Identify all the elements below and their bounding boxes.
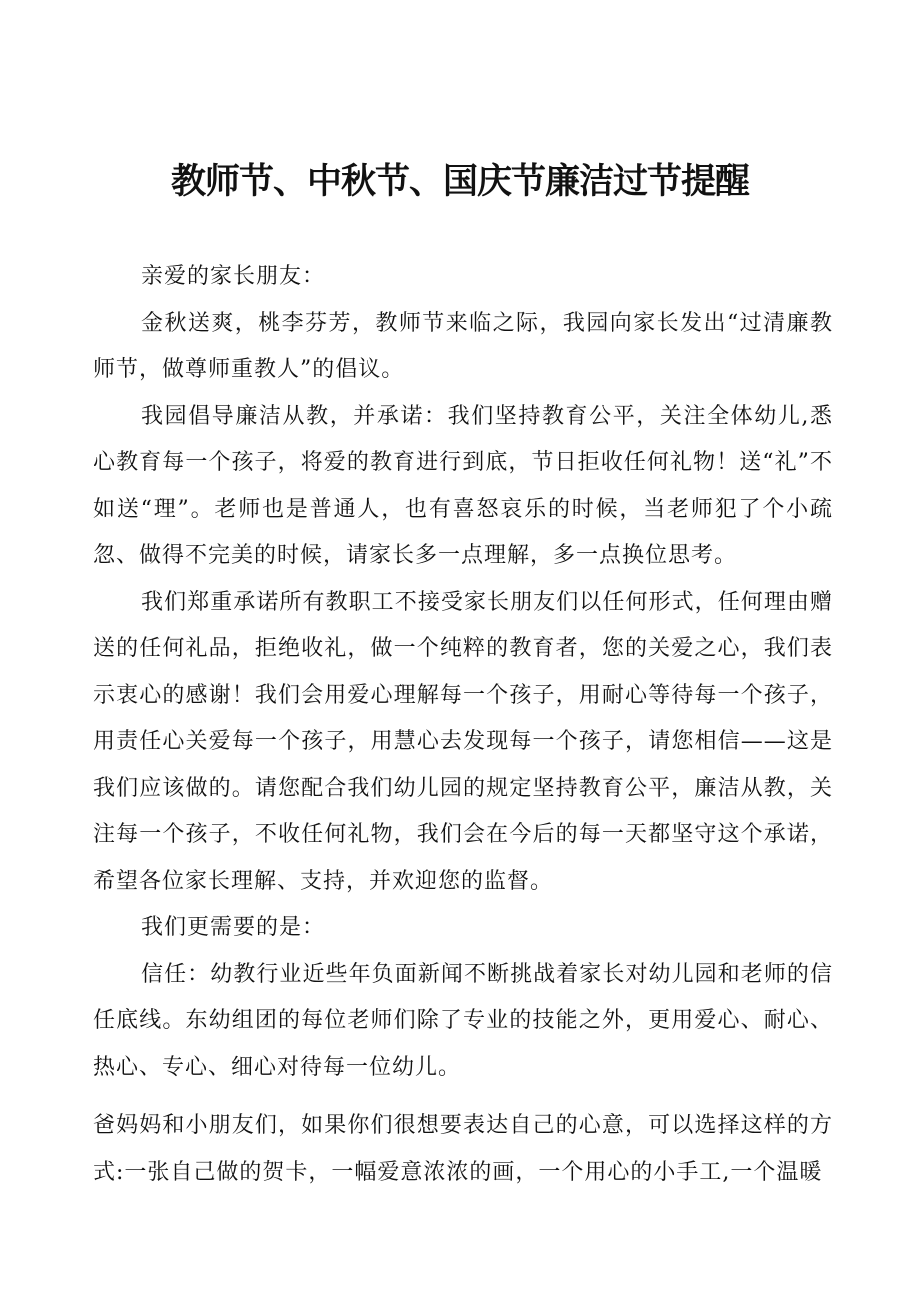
greeting: 亲爱的家长朋友：: [141, 264, 326, 289]
paragraph-need-heading: 我们更需要的是：: [141, 915, 326, 940]
paragraph-proposal: 金秋送爽，桃李芬芳，教师节来临之际，我园向家长发出“过清廉教师节，做尊师重教人”的倡议。: [93, 310, 833, 382]
paragraph-trust: 信任：幼教行业近些年负面新闻不断挑战着家长对幼儿园和老师的信任底线。东幼组团的每位老师们除了专业的技能之外，更用爱心、耐心、热心、专心、细心对待每一位幼儿。: [93, 961, 833, 1080]
page-title: 教师节、中秋节、国庆节廉洁过节提醒: [170, 162, 749, 202]
paragraph-commitment: 我园倡导廉洁从教，并承诺：我们坚持教育公平，关注全体幼儿,悉心教育每一个孩子，将爱的教育进行到底，节日拒收任何礼物！送“礼”不如送“理”。老师也是普通人，也有喜怒哀乐的时候，当老师犯了个小疏忽、做得不完美的时候，请家长多一点理解，多一点换位思考。: [93, 403, 833, 568]
paragraph-promise: 我们郑重承诺所有教职工不接受家长朋友们以任何形式，任何理由赠送的任何礼品，拒绝收礼，做一个纯粹的教育者，您的关爱之心，我们表示衷心的感谢！我们会用爱心理解每一个孩子，用耐心等待每一个孩子，用责任心关爱每一个孩子，用慧心去发现每一个孩子，请您相信——这是我们应该做的。请您配合我们幼儿园的规定坚持教育公平，廉洁从教，关注每一个孩子，不收任何礼物，我们会在今后的每一天都坚守这个承诺，希望各位家长理解、支持，并欢迎您的监督。: [93, 589, 833, 894]
paragraph-gap: [93, 1091, 833, 1103]
paragraph-closing: 爸妈妈和小朋友们，如果你们很想要表达自己的心意，可以选择这样的方式:一张自己做的贺卡，一幅爱意浓浓的画，一个用心的小手工,一个温暖: [93, 1113, 833, 1185]
document-body: [93, 254, 833, 1196]
